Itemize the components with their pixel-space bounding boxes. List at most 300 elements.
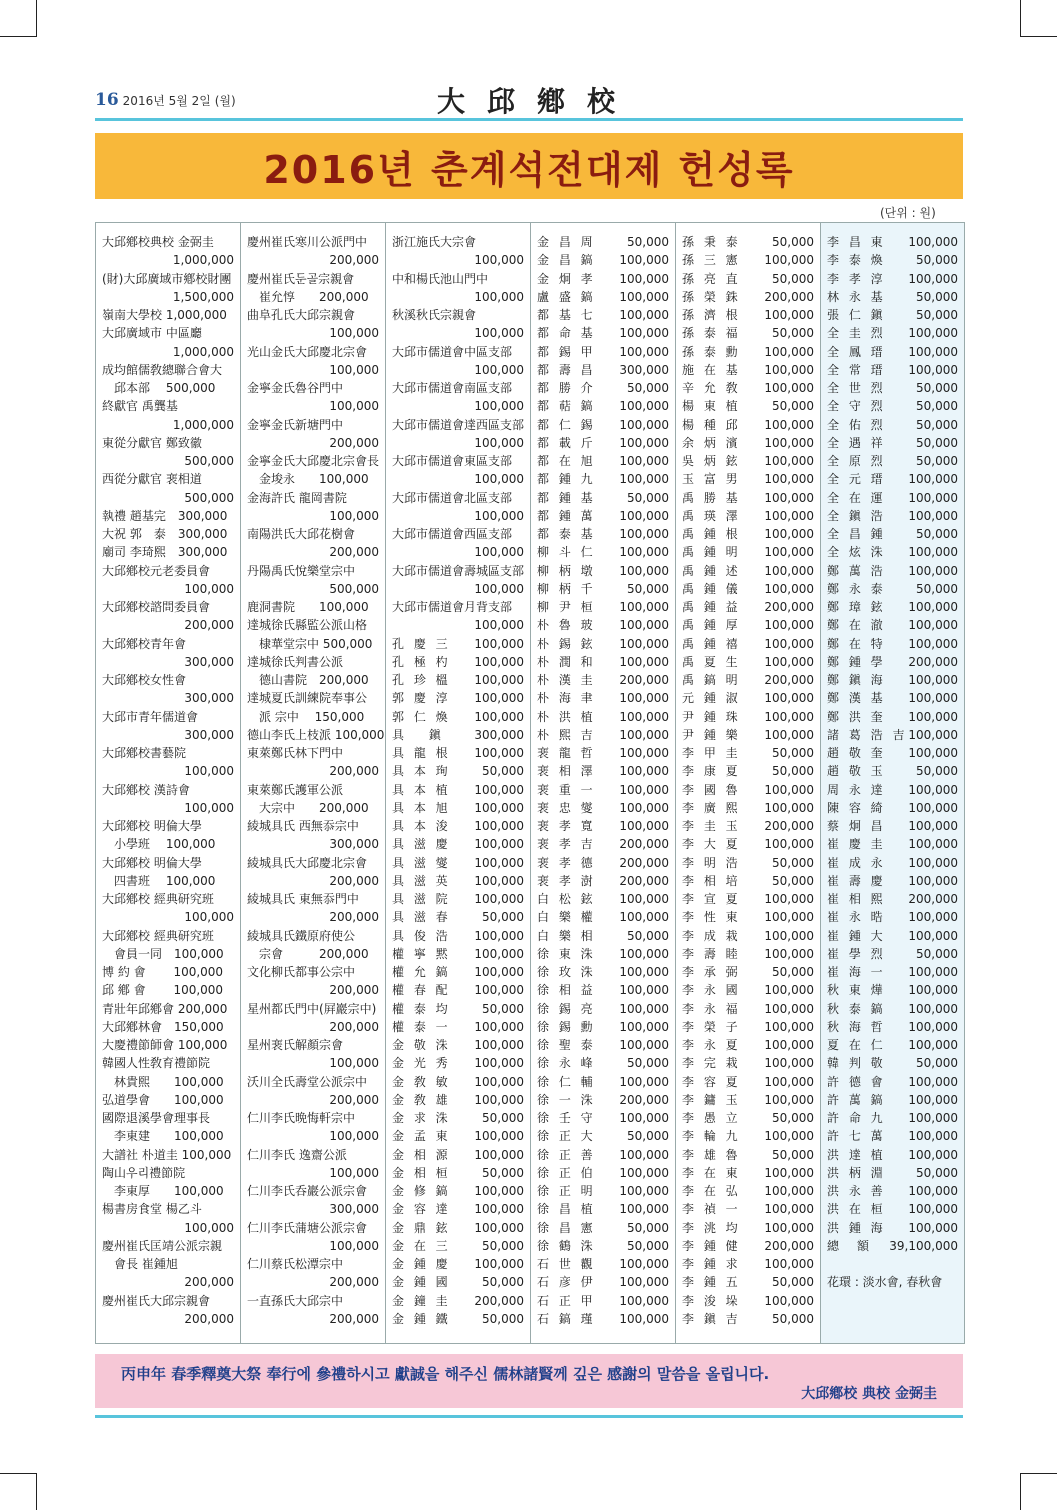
- donor-name: 權 春 配: [392, 983, 451, 998]
- donor-name: 李 洮 均: [682, 1220, 741, 1235]
- donor-entry: (財)大邱廣域市鄕校財團: [102, 271, 232, 286]
- donation-amount: 100,000: [474, 928, 524, 943]
- donor-column-2: [241, 223, 386, 1343]
- donation-amount: 100,000: [764, 454, 814, 468]
- donor-name: 徐 相 益: [537, 983, 596, 998]
- donation-amount: 200,000: [908, 892, 958, 906]
- donor-name: 全 守 烈: [827, 399, 886, 414]
- donation-amount: 100,000: [908, 490, 958, 505]
- donor-row: [531, 1054, 675, 1072]
- donor-entry: 崔允惇 200,000: [247, 289, 369, 304]
- donor-row: [821, 817, 964, 835]
- donor-name: 崔 永 晧: [827, 910, 886, 925]
- page-number: 16: [95, 90, 119, 110]
- donation-amount: 100,000: [619, 764, 669, 779]
- donation-amount: 300,000: [184, 654, 234, 669]
- donor-row: [386, 1054, 530, 1072]
- donor-name: 都 錫 甲: [537, 344, 596, 359]
- donor-row: [676, 580, 820, 598]
- donor-row: [531, 1219, 675, 1237]
- donor-row: [821, 689, 964, 707]
- donor-row: [821, 945, 964, 963]
- donor-entry: 金寧金氏大邱慶北宗會長: [247, 454, 380, 468]
- donor-row: [531, 1164, 675, 1182]
- donor-row: [676, 397, 820, 415]
- donor-row: [821, 1127, 964, 1145]
- donor-row: [676, 726, 820, 744]
- donor-row: [821, 927, 964, 945]
- donation-amount: 100,000: [764, 1092, 814, 1107]
- donor-row: [531, 324, 675, 342]
- donation-amount: 100,000: [619, 563, 669, 578]
- donor-entry: 慶州崔氏大邱宗親會: [102, 1293, 211, 1308]
- donation-amount: 100,000: [474, 326, 524, 341]
- donor-entry: 綾城具氏 西無忝宗中: [247, 819, 359, 833]
- donor-name: 禹 勝 基: [682, 490, 741, 505]
- donation-amount: 100,000: [908, 1147, 958, 1162]
- donor-entry: 陶山우리禮節院: [102, 1165, 186, 1180]
- donation-amount: 100,000: [908, 1074, 958, 1089]
- donor-row: [821, 799, 964, 817]
- donor-name: 金 敎 雄: [392, 1092, 451, 1107]
- donor-row: [386, 927, 530, 945]
- donation-amount: 500,000: [184, 454, 234, 468]
- donor-entry: 大邱鄕林會 150,000: [102, 1019, 224, 1034]
- donor-row: [821, 908, 964, 926]
- donor-row: [531, 890, 675, 908]
- donor-row: [531, 1273, 675, 1291]
- donor-name: 李 浚 垛: [682, 1293, 741, 1308]
- donor-name: 白 樂 權: [537, 910, 596, 925]
- donor-row: [531, 580, 675, 598]
- masthead: 大邱鄕校: [437, 85, 638, 118]
- donor-name: 石 鎬 瑾: [537, 1311, 596, 1326]
- crop-mark: [0, 0, 37, 37]
- donor-entry: 四書班 100,000: [102, 873, 216, 888]
- donor-row: [821, 434, 964, 452]
- donor-row: [821, 306, 964, 324]
- donor-name: 徐 永 峰: [537, 1056, 596, 1071]
- donor-name: 徐 東 洙: [537, 946, 596, 961]
- donor-name: 禹 鍾 禧: [682, 636, 741, 651]
- donor-row: [531, 1255, 675, 1273]
- donation-amount: 100,000: [474, 673, 524, 687]
- donation-amount: 100,000: [764, 1293, 814, 1308]
- donation-amount: 50,000: [916, 1056, 958, 1071]
- issue-date: 2016년 5월 2일 (월): [122, 94, 236, 108]
- donation-amount: 50,000: [916, 946, 958, 961]
- donor-entry: 會長 崔鍾旭: [102, 1257, 178, 1271]
- donor-name: 秋 海 哲: [827, 1019, 886, 1034]
- donor-row: [821, 507, 964, 525]
- donor-row: [676, 434, 820, 452]
- donor-name: 全 遇 祥: [827, 435, 886, 450]
- donor-row: [531, 726, 675, 744]
- donor-name: 李 宣 夏: [682, 892, 741, 906]
- donor-name: 鄭 鎭 海: [827, 673, 886, 687]
- donor-name: 全 常 瑨: [827, 362, 886, 377]
- donor-row: [531, 981, 675, 999]
- donor-name: 許 萬 鎬: [827, 1092, 886, 1107]
- donation-amount: 50,000: [916, 764, 958, 779]
- donor-row: [821, 781, 964, 799]
- donor-name: 全 鳳 瑨: [827, 344, 886, 359]
- donor-row: [386, 872, 530, 890]
- donor-row: [386, 708, 530, 726]
- donation-amount: 300,000: [184, 691, 234, 706]
- donation-amount: 50,000: [482, 1001, 524, 1016]
- donation-amount: 50,000: [772, 1147, 814, 1162]
- donation-amount: 50,000: [627, 1238, 669, 1253]
- donor-entry: 德山書院 200,000: [247, 673, 369, 687]
- donation-amount: 100,000: [764, 1202, 814, 1217]
- donor-row: [676, 744, 820, 762]
- donor-row: [386, 1237, 530, 1255]
- donor-entry: 廟司 李琦熙 300,000: [102, 545, 228, 560]
- donor-name: 金 相 桓: [392, 1165, 451, 1180]
- donation-amount: 50,000: [916, 581, 958, 596]
- donor-row: [531, 1018, 675, 1036]
- donor-name: 都 鍾 九: [537, 472, 596, 487]
- donation-amount: 200,000: [329, 983, 379, 998]
- donor-name: 徐 玫 洙: [537, 965, 596, 979]
- donor-row: [676, 927, 820, 945]
- donor-row: [386, 1109, 530, 1127]
- donation-amount: 100,000: [619, 746, 669, 760]
- donor-entry: 達城徐氏判書公派: [247, 654, 344, 669]
- donor-entry: 仁川蔡氏松潭宗中: [247, 1257, 344, 1271]
- donor-row: [821, 379, 964, 397]
- donor-name: 權 寧 黙: [392, 946, 451, 961]
- donor-row: [821, 580, 964, 598]
- donor-row: [531, 306, 675, 324]
- donation-amount: 100,000: [619, 1184, 669, 1198]
- donor-name: 朴 洪 植: [537, 709, 596, 724]
- donor-name: 都 勝 介: [537, 381, 596, 395]
- donation-amount: 50,000: [627, 1129, 669, 1144]
- donor-row: [531, 1292, 675, 1310]
- donation-amount: 1,000,000: [172, 417, 234, 432]
- donor-name: 金 鐘 圭: [392, 1293, 451, 1308]
- donation-amount: 100,000: [908, 837, 958, 852]
- donor-row: [676, 1237, 820, 1255]
- donation-amount: 100,000: [619, 289, 669, 304]
- donor-entry: 綾城具氏大邱慶北宗會: [247, 855, 368, 870]
- donation-amount: 300,000: [184, 727, 234, 742]
- donation-amount: 300,000: [329, 837, 379, 852]
- donor-name: 崔 成 永: [827, 855, 886, 870]
- donation-amount: 100,000: [764, 636, 814, 651]
- donation-amount: 50,000: [772, 764, 814, 779]
- donation-amount: 100,000: [619, 1019, 669, 1034]
- donation-amount: 100,000: [619, 892, 669, 906]
- donor-entry: 大邱鄕校典校 金弼圭: [102, 235, 214, 249]
- donor-name: 洪 柄 淵: [827, 1165, 886, 1180]
- donation-amount: 100,000: [764, 490, 814, 505]
- donation-amount: 100,000: [764, 928, 814, 943]
- donor-entry: 宗會 200,000: [247, 946, 369, 961]
- donor-entry: 南陽洪氏大邱花樹會: [247, 527, 356, 541]
- donor-name: 金 光 秀: [392, 1056, 451, 1071]
- donor-row: [821, 963, 964, 981]
- donor-name: 石 彦 伊: [537, 1275, 596, 1290]
- donor-row: [386, 1146, 530, 1164]
- donor-row: [531, 908, 675, 926]
- donation-amount: 200,000: [619, 873, 669, 888]
- donor-name: 金 鍾 國: [392, 1275, 451, 1290]
- donation-amount: 200,000: [329, 1019, 379, 1034]
- donor-entry: 邱本部 500,000: [102, 381, 216, 395]
- donor-name: 都 在 旭: [537, 454, 596, 468]
- donor-row: [676, 653, 820, 671]
- donor-name: 具 滋 慶: [392, 837, 451, 852]
- donor-name: 具 滋 燮: [392, 855, 451, 870]
- donation-amount: 100,000: [908, 928, 958, 943]
- donor-row: [676, 470, 820, 488]
- donor-name: 鄭 在 特: [827, 636, 886, 651]
- donor-name: 徐 錫 亮: [537, 1001, 596, 1016]
- donor-name: 夏 在 仁: [827, 1038, 886, 1052]
- donor-name: 禹 鍾 述: [682, 563, 741, 578]
- donor-row: [676, 324, 820, 342]
- donor-row: [676, 1255, 820, 1273]
- donation-amount: 100,000: [619, 782, 669, 797]
- donor-name: 禹 鍾 明: [682, 545, 741, 560]
- donor-row: [531, 1146, 675, 1164]
- donation-amount: 100,000: [764, 1165, 814, 1180]
- donor-row: [386, 1018, 530, 1036]
- donation-amount: 100,000: [619, 508, 669, 523]
- donor-row: [386, 671, 530, 689]
- donor-name: 李 相 培: [682, 873, 741, 888]
- donation-amount: 100,000: [619, 1202, 669, 1217]
- donor-name: 具 龍 根: [392, 746, 451, 760]
- donation-amount: 50,000: [772, 855, 814, 870]
- donation-amount: 50,000: [916, 381, 958, 395]
- donor-row: [386, 1091, 530, 1109]
- donor-row: [386, 963, 530, 981]
- donor-name: 李 性 東: [682, 910, 741, 925]
- donation-amount: 100,000: [764, 1184, 814, 1198]
- donor-name: 權 泰 均: [392, 1001, 451, 1016]
- crop-mark: [0, 1473, 37, 1510]
- donor-name: 李 鍾 五: [682, 1275, 741, 1290]
- donor-row: [531, 598, 675, 616]
- donor-name: 都 壽 昌: [537, 362, 596, 377]
- donor-row: [676, 671, 820, 689]
- donor-name: 全 佑 烈: [827, 417, 886, 432]
- donor-entry: 大邱鄕校 明倫大學: [102, 855, 202, 870]
- donation-amount: 100,000: [474, 983, 524, 998]
- donor-row: [676, 1310, 820, 1328]
- donation-amount: 100,000: [619, 965, 669, 979]
- donor-entry: 光山金氏大邱慶北宗會: [247, 344, 368, 359]
- donor-row: [676, 1036, 820, 1054]
- donation-amount: 100,000: [474, 1074, 524, 1089]
- donation-amount: 100,000: [764, 709, 814, 724]
- donation-amount: 100,000: [908, 1129, 958, 1144]
- donor-name: 裵 龍 哲: [537, 746, 596, 760]
- donation-amount: 100,000: [474, 800, 524, 815]
- donor-entry: 星州都氏門中(屛巖宗中): [247, 1001, 377, 1016]
- donor-entry: 秋溪秋氏宗親會: [392, 308, 477, 322]
- donor-entry: 李東厚 100,000: [102, 1184, 224, 1198]
- donation-amount: 200,000: [329, 1311, 379, 1326]
- donor-row: [531, 543, 675, 561]
- donor-name: 蔡 炯 昌: [827, 819, 886, 833]
- donation-amount: 100,000: [908, 691, 958, 706]
- donation-amount: 100,000: [908, 873, 958, 888]
- donor-name: 全 原 烈: [827, 454, 886, 468]
- donor-name: 孫 榮 銖: [682, 289, 741, 304]
- donor-name: 裵 重 一: [537, 782, 596, 797]
- donation-amount: 50,000: [916, 308, 958, 322]
- donation-amount: 200,000: [764, 819, 814, 833]
- donor-row: [676, 543, 820, 561]
- donor-row: [531, 1310, 675, 1328]
- donor-entry: 成均館儒敎總聯合會大: [102, 362, 223, 377]
- donor-row: [821, 835, 964, 853]
- donor-entry: 慶州崔氏匡靖公派宗親: [102, 1238, 223, 1253]
- donation-amount: 100,000: [764, 910, 814, 925]
- donation-amount: 100,000: [474, 472, 524, 487]
- donor-entry: 仁川李氏蒲塘公派宗會: [247, 1220, 368, 1235]
- donation-amount: 100,000: [908, 910, 958, 925]
- donation-amount: 50,000: [916, 417, 958, 432]
- donation-amount: 100,000: [908, 673, 958, 687]
- donor-entry: 棣華堂宗中 500,000: [247, 636, 373, 651]
- donor-entry: 大邱鄕校書藝院: [102, 746, 187, 760]
- donor-row: [386, 945, 530, 963]
- donor-row: [821, 762, 964, 780]
- donor-row: [531, 1200, 675, 1218]
- donor-entry: [821, 1255, 964, 1273]
- donation-amount: 100,000: [764, 545, 814, 560]
- donation-amount: 100,000: [908, 1111, 958, 1125]
- donor-row: [821, 489, 964, 507]
- donor-name: 具 鎭: [392, 727, 444, 742]
- donation-amount: 100,000: [764, 1038, 814, 1052]
- donor-row: [386, 1273, 530, 1291]
- donor-name: 禹 鍾 儀: [682, 581, 741, 596]
- donation-amount: 100,000: [764, 727, 814, 742]
- donor-row: [821, 562, 964, 580]
- donor-row: [531, 1237, 675, 1255]
- donor-entry: 浙江施氏大宗會: [392, 235, 477, 249]
- header-rule: [95, 118, 963, 121]
- donor-name: 洪 在 桓: [827, 1202, 886, 1217]
- donor-name: 徐 仁 輔: [537, 1074, 596, 1089]
- donor-name: 李 承 弼: [682, 965, 741, 979]
- donor-row: [386, 1182, 530, 1200]
- donor-name: 鄭 永 泰: [827, 581, 886, 596]
- donation-amount: 100,000: [908, 636, 958, 651]
- donor-name: 李 永 國: [682, 983, 741, 998]
- donor-row: [821, 452, 964, 470]
- donation-amount: 100,000: [764, 1019, 814, 1034]
- donor-row: [531, 689, 675, 707]
- donor-name: 金 鼎 鉉: [392, 1220, 451, 1235]
- donor-name: 金 容 達: [392, 1202, 451, 1217]
- donor-row: [821, 416, 964, 434]
- donor-entry: 金埈永 100,000: [247, 472, 369, 487]
- donor-name: 具 滋 院: [392, 892, 451, 906]
- donation-amount: 100,000: [619, 654, 669, 669]
- donor-row: [531, 1091, 675, 1109]
- donation-amount: 200,000: [619, 673, 669, 687]
- donor-name: 具 本 植: [392, 782, 451, 797]
- donation-amount: 200,000: [184, 618, 234, 633]
- donor-name: 李 孝 淳: [827, 271, 886, 286]
- donation-amount: 1,500,000: [172, 289, 234, 304]
- donor-column-3: [386, 223, 531, 1343]
- donation-amount: 100,000: [474, 1220, 524, 1235]
- donation-amount: 200,000: [764, 289, 814, 304]
- donation-amount: 100,000: [764, 1257, 814, 1271]
- donor-entry: 大邱市儒道會月背支部: [392, 600, 513, 614]
- donor-name: 裵 孝 寬: [537, 819, 596, 833]
- donation-amount: 50,000: [482, 1311, 524, 1326]
- donor-row: [676, 452, 820, 470]
- donor-entry: 大祝 郭 泰 300,000: [102, 527, 228, 541]
- donation-amount: 50,000: [772, 1311, 814, 1326]
- donor-row: [821, 233, 964, 251]
- donor-row: [531, 854, 675, 872]
- donor-row: [531, 945, 675, 963]
- donor-row: [386, 1164, 530, 1182]
- donor-entry: 大邱廣域市 中區廳: [102, 326, 202, 341]
- donor-name: 禹 鍾 厚: [682, 618, 741, 633]
- donor-row: [531, 963, 675, 981]
- donor-entry: 西從分獻官 裵相道: [102, 472, 202, 487]
- donor-entry: 花環 : 淡水會, 春秋會: [827, 1275, 943, 1290]
- donor-name: 余 炳 濱: [682, 435, 741, 450]
- donor-row: [676, 981, 820, 999]
- donation-amount: 500,000: [184, 490, 234, 505]
- donation-amount: 50,000: [772, 965, 814, 979]
- donation-amount: 50,000: [482, 910, 524, 925]
- donor-name: 朴 熙 吉: [537, 727, 596, 742]
- donor-name: 許 德 會: [827, 1074, 886, 1089]
- donor-name: 秋 泰 鎬: [827, 1001, 886, 1016]
- donor-name: 李 國 魯: [682, 782, 741, 797]
- donor-name: 徐 壬 守: [537, 1111, 596, 1125]
- donation-amount: 100,000: [474, 819, 524, 833]
- donation-amount: 100,000: [329, 362, 379, 377]
- donor-row: [386, 1292, 530, 1310]
- donation-amount: 100,000: [474, 691, 524, 706]
- donor-row: [676, 416, 820, 434]
- donor-entry: 弘道學會 100,000: [102, 1092, 224, 1107]
- donation-amount: 100,000: [619, 1038, 669, 1052]
- donor-entry: 大譜社 朴道圭 100,000: [102, 1147, 232, 1162]
- donor-name: 金 昌 周: [537, 235, 596, 249]
- donor-entry: 大邱鄕校 明倫大學: [102, 819, 202, 833]
- donation-amount: 100,000: [474, 399, 524, 414]
- donor-row: [386, 744, 530, 762]
- donor-row: [531, 251, 675, 269]
- donation-amount: 39,100,000: [889, 1238, 958, 1253]
- donation-amount: 100,000: [619, 454, 669, 468]
- donation-amount: 100,000: [474, 253, 524, 268]
- donor-name: 徐 鶴 洙: [537, 1238, 596, 1253]
- donor-row: [531, 781, 675, 799]
- donor-name: 柳 柄 墩: [537, 563, 596, 578]
- donor-name: 陳 容 綺: [827, 800, 886, 815]
- donor-name: 郭 仁 煥: [392, 709, 451, 724]
- crop-mark: [1020, 1473, 1057, 1510]
- donation-amount: 50,000: [482, 764, 524, 779]
